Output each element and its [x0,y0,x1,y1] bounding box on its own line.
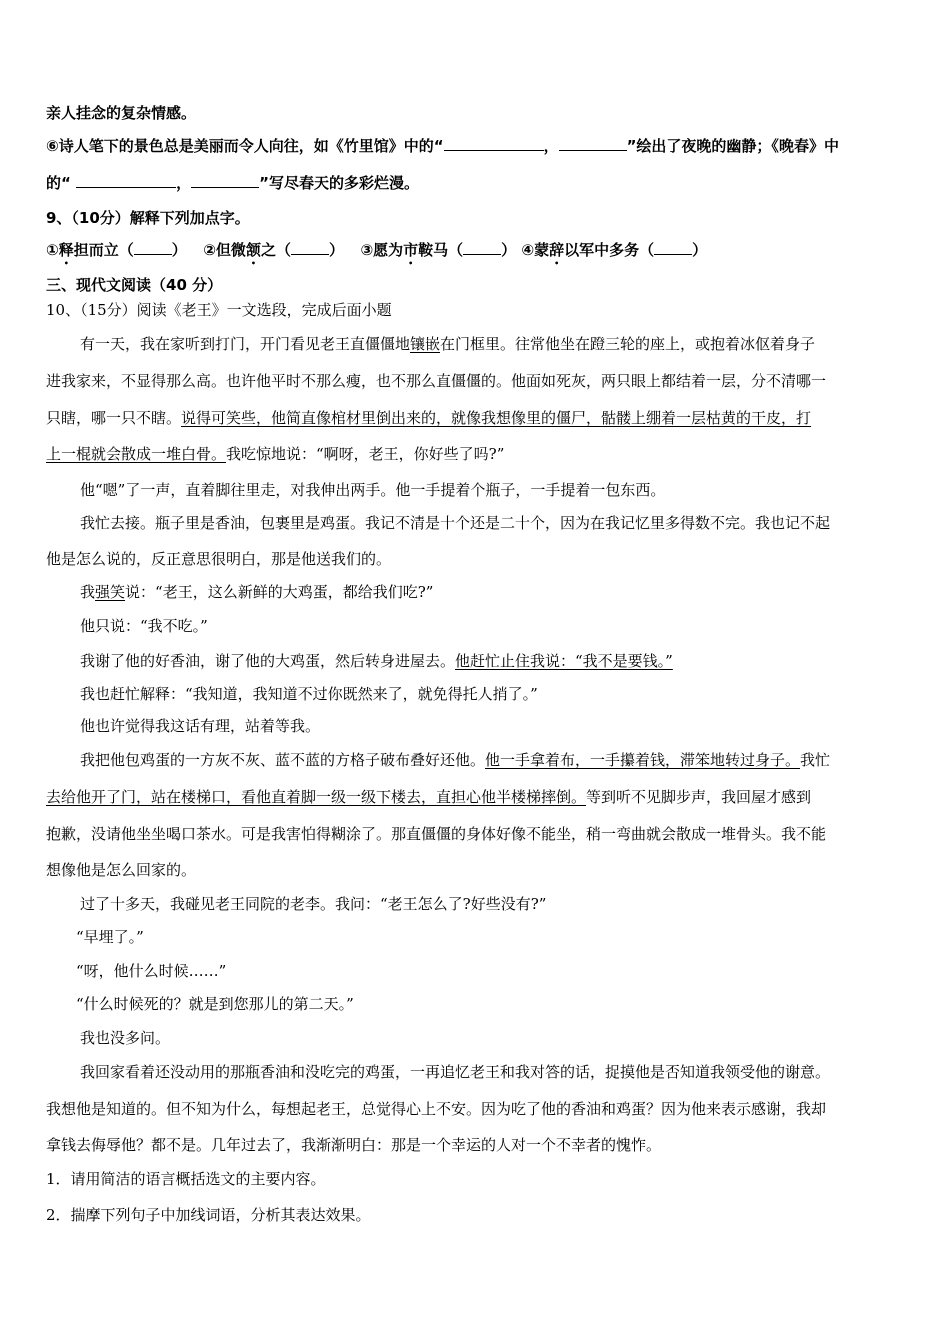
dotted-char: 辞 [549,241,565,259]
passage-line [80,651,673,671]
underlined-text: 上一棍就会散成一堆白骨。 [46,445,227,463]
answer-blank[interactable] [559,136,627,151]
text: 只瞎，哪一只不瞎。 [46,409,182,427]
answer-blank[interactable] [191,173,259,188]
sub-question-1 [46,1169,326,1189]
dotted-char: 市 [403,241,419,259]
text: 进我家来，不显得那么高。也许他平时不那么瘦，也不那么直僵僵的。他面如死灰，两只眼上都结着一层，分不清哪一 [46,372,827,390]
text: “呀，他什么时候……” [76,962,227,980]
text: “早埋了。” [76,928,144,946]
text: 我吃惊地说：“啊呀，老王，你好些了吗?” [226,445,505,463]
underlined-text: 镶嵌 [410,335,441,353]
text: ） [692,241,708,259]
passage-line [80,616,208,636]
dotted-char: 释 [58,241,74,259]
text: 过了十多天，我碰见老王同院的老李。我问：“老王怎么了?好些没有?” [80,895,547,913]
text: ） [328,241,344,259]
passage-line [76,927,144,947]
text: 我忙 [800,751,831,769]
text: ） [501,241,517,259]
text: 以军中多务（ [564,241,655,259]
text: ， [543,137,559,155]
passage-line [46,824,826,844]
text: 我忙去接。瓶子里是香油，包裹里是鸡蛋。我记不清是十个还是二十个，因为在我记忆里多得数不完。我也记不起 [80,514,831,532]
poem-line-3 [46,173,419,193]
text: 我想他是知道的。但不知为什么，每想起老王，总觉得心上不安。因为吃了他的香油和鸡蛋？因为他来表示感谢，我却 [46,1100,827,1118]
underlined-text: 说得可笑些，他简直像棺材里倒出来的，就像我想像里的僵尸，骷髅上绷着一层枯黄的干皮，打 [181,409,812,427]
text: 10、（15分）阅读《老王》一文选段，完成后面小题 [46,301,392,319]
passage-line [80,582,433,602]
text: 等到听不见脚步声，我回屋才感到 [586,788,812,806]
answer-blank[interactable] [654,240,692,255]
text: 他只说：“我不吃。” [80,617,208,635]
passage-line [80,1028,170,1048]
passage-line [80,480,665,500]
underlined-text: 他赶忙止住我说：“我不是要钱。” [455,652,673,670]
text: 他是怎么说的，反正意思很明白，那是他送我们的。 [46,550,392,568]
passage-line [46,444,504,464]
text: 我把他包鸡蛋的一方灰不灰、蓝不蓝的方格子破布叠好还他。 [80,751,486,769]
passage-line [46,549,391,569]
underlined-text: 去给他开了门，站在楼梯口，看他直着脚一级一级下楼去，直担心他半楼梯摔倒。 [46,788,587,806]
question-9-items [46,240,707,268]
section-3-title [46,275,222,295]
text: ， [176,174,192,192]
passage-line [80,334,815,354]
text: 1．请用简洁的语言概括选文的主要内容。 [46,1170,326,1188]
passage-line [80,894,546,914]
text: ⑥诗人笔下的景色总是美丽而令人向往，如《竹里馆》中的“ [46,137,444,155]
text: 担而立（ [73,241,134,259]
passage-line [80,684,538,704]
passage-line [76,994,354,1014]
text: 我也没多问。 [80,1029,171,1047]
passage-line [80,750,830,770]
passage-line [46,860,196,880]
passage-line [46,408,811,428]
text: 我回家看着还没动用的那瓶香油和没吃完的鸡蛋，一再追忆老王和我对答的话，捉摸他是否知道我领受他的谢意。 [80,1063,831,1081]
text: 想像他是怎么回家的。 [46,861,197,879]
text: “什么时候死的？就是到您那儿的第二天。” [76,995,354,1013]
text: 有一天，我在家听到打门，开门看见老王直僵僵地 [80,335,411,353]
underlined-text: 他一手拿着布，一手攥着钱，滞笨地转过身子。 [485,751,801,769]
text: ”绘出了夜晚的幽静；《晚春》中 [626,137,839,155]
question-10-title [46,300,392,320]
dotted-char: 颔 [245,241,261,259]
text: 我 [80,583,96,601]
text: 他也许觉得我这话有理，站着等我。 [80,717,321,735]
text: 拿钱去侮辱他？都不是。几年过去了，我渐渐明白：那是一个幸运的人对一个不幸者的愧怍。 [46,1136,662,1154]
passage-line [46,371,826,391]
text: 之（ [260,241,291,259]
text: 2．揣摩下列句子中加线词语，分析其表达效果。 [46,1206,371,1224]
passage-line [46,1135,661,1155]
text: 9、（10分）解释下列加点字。 [46,209,250,227]
passage-line [76,961,226,981]
text: 我也赶忙解释：“我知道，我知道不过你既然来了，就免得托人捎了。” [80,685,538,703]
underlined-text: 强笑 [95,583,126,601]
text: 抱歉，没请他坐坐喝口茶水。可是我害怕得糊涂了。那直僵僵的身体好像不能坐，稍一弯曲就会散成一堆骨头。我不能 [46,825,827,843]
passage-line [46,787,811,807]
answer-blank[interactable] [444,136,544,151]
answer-blank[interactable] [134,240,172,255]
passage-line [80,513,830,533]
passage-line [80,1062,830,1082]
text: 亲人挂念的复杂情感。 [46,104,197,122]
text: 他“嗯”了一声，直着脚往里走，对我伸出两手。他一手提着个瓶子，一手提着一包东西。 [80,481,666,499]
text: 三、现代文阅读（40 分） [46,276,223,294]
text: ②但微 [203,241,246,259]
text: ③愿为 [360,241,404,259]
passage-line [46,1099,826,1119]
text: ① [46,241,59,259]
answer-blank[interactable] [291,240,329,255]
text: 的“ [46,174,77,192]
text: ”写尽春天的多彩烂漫。 [259,174,419,192]
answer-blank[interactable] [76,173,176,188]
text: 我谢了他的好香油，谢了他的大鸡蛋，然后转身进屋去。 [80,652,456,670]
poem-line-1 [46,103,196,123]
answer-blank[interactable] [463,240,501,255]
text: ④蒙 [521,241,550,259]
sub-question-2 [46,1205,371,1225]
text: ） [171,241,187,259]
passage-line [80,716,320,736]
text: 在门框里。往常他坐在蹬三轮的座上，或抱着冰伛着身子 [440,335,816,353]
text: 鞍马（ [418,241,464,259]
question-9-title [46,208,250,228]
poem-line-2 [46,136,839,156]
text: 说：“老王，这么新鲜的大鸡蛋，都给我们吃?” [125,583,434,601]
